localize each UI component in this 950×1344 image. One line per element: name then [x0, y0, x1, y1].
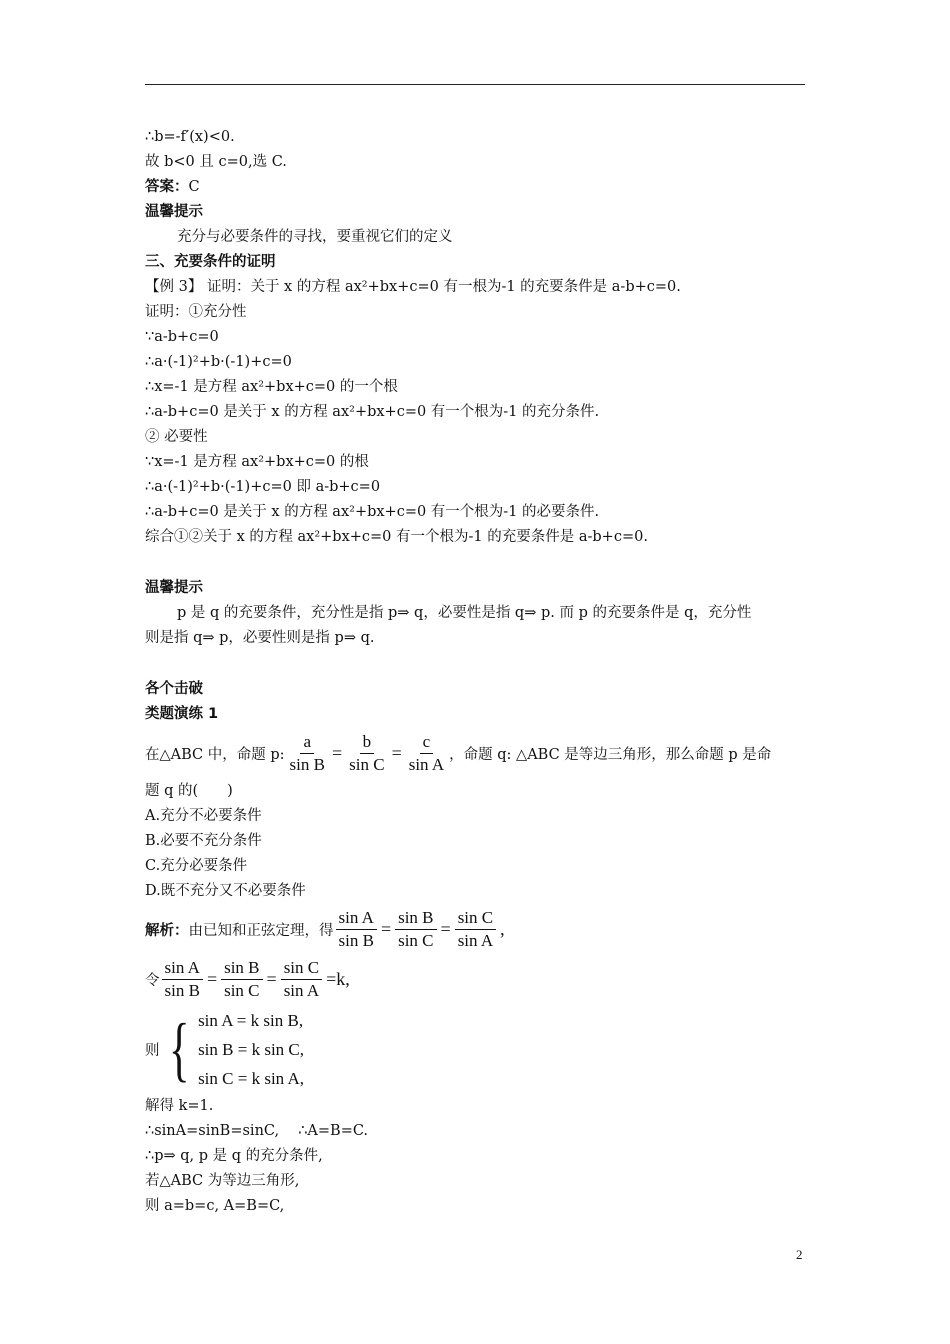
- numerator: sin B: [395, 908, 436, 930]
- proof-line: 证明：①充分性: [145, 304, 247, 320]
- numerator: sin A: [162, 958, 203, 980]
- let-line: 令 $\frac{\text{sin A}}{\text{sin B}}$ = $\frac{\text{sin B}}{\text{sin C}}$ = $\frac{\text{sin C}}{\text{sin A}}$ =k,: [145, 957, 350, 1000]
- let-label: 令: [145, 972, 160, 989]
- denominator: sin B: [164, 980, 200, 1000]
- answer-value: C: [188, 179, 200, 195]
- proof-line: ∴a-b+c=0 是关于 x 的方程 ax²+bx+c=0 有一个根为-1 的充分条件.: [145, 404, 600, 420]
- denominator: sin B: [338, 930, 374, 950]
- solution-after: ∴sinA=sinB=sinC, ∴A=B=C.: [145, 1123, 369, 1139]
- denominator: sin A: [408, 754, 445, 774]
- tip-text: 充分与必要条件的寻找，要重视它们的定义: [177, 229, 453, 245]
- denominator: sin A: [283, 980, 320, 1000]
- proof-line: ∵x=-1 是方程 ax²+bx+c=0 的根: [145, 454, 369, 470]
- text-line: 故 b<0 且 c=0,选 C.: [145, 154, 287, 170]
- numerator: sin C: [281, 958, 322, 980]
- question-line2: 题 q 的( ): [145, 783, 233, 799]
- denominator: sin A: [457, 930, 494, 950]
- equals-k: =k,: [326, 968, 350, 989]
- denominator: sin B: [289, 754, 325, 774]
- page-number: 2: [796, 1247, 803, 1262]
- tip-text: 则是指 q⇒ p，必要性则是指 p⇒ q.: [145, 630, 375, 646]
- proof-line: ∵a-b+c=0: [145, 329, 219, 345]
- system-row: sin B = k sin C,: [198, 1039, 305, 1059]
- option-a: A.充分不必要条件: [145, 808, 262, 824]
- option-c: C.充分必要条件: [145, 858, 248, 874]
- tip-title: 温馨提示: [145, 204, 203, 220]
- fraction: [221, 958, 262, 1001]
- answer-line: [145, 175, 815, 200]
- tip-title: 温馨提示: [145, 580, 203, 596]
- option-b: B.必要不充分条件: [145, 833, 262, 849]
- section-title: 三、充要条件的证明: [145, 254, 276, 270]
- exercise-title: 类题演练 1: [145, 706, 219, 722]
- then-label: 则: [145, 1042, 160, 1059]
- proof-line: 综合①②关于 x 的方程 ax²+bx+c=0 有一个根为-1 的充要条件是 a-b+c=0.: [145, 529, 648, 545]
- fraction: [455, 908, 496, 951]
- equation-system: [145, 1004, 815, 1094]
- page-content: [145, 125, 815, 1219]
- section-title: 各个击破: [145, 681, 203, 697]
- denominator: sin C: [349, 754, 385, 774]
- fraction: [336, 908, 377, 951]
- fraction: [287, 732, 328, 775]
- proof-line: ∴x=-1 是方程 ax²+bx+c=0 的一个根: [145, 379, 398, 395]
- numerator: sin B: [221, 958, 262, 980]
- proof-line: ∴a·(-1)²+b·(-1)+c=0: [145, 354, 292, 370]
- proof-line: ∴a·(-1)²+b·(-1)+c=0 即 a-b+c=0: [145, 479, 381, 495]
- system-row: sin A = k sin B,: [198, 1010, 304, 1030]
- solution-after: 若△ABC 为等边三角形,: [145, 1173, 300, 1189]
- solution-after: 解得 k=1.: [145, 1098, 214, 1114]
- solution-label: 解析：: [145, 922, 189, 939]
- fraction: [162, 958, 203, 1001]
- header-rule: [145, 84, 805, 85]
- text-line: ∴b=-f′(x)<0.: [145, 129, 235, 145]
- proof-line: ② 必要性: [145, 429, 208, 445]
- fraction: [406, 732, 447, 775]
- comma: ,: [500, 918, 505, 939]
- system-row: sin C = k sin A,: [198, 1068, 305, 1088]
- fraction: [281, 958, 322, 1001]
- option-d: D.既不充分又不必要条件: [145, 883, 306, 899]
- numerator: a: [300, 732, 314, 754]
- proof-line: ∴a-b+c=0 是关于 x 的方程 ax²+bx+c=0 有一个根为-1 的必要条件.: [145, 504, 600, 520]
- question-prefix: 在△ABC 中，命题 p:: [145, 746, 285, 763]
- numerator: c: [420, 732, 434, 754]
- denominator: sin C: [224, 980, 260, 1000]
- tip-text: p 是 q 的充要条件，充分性是指 p⇒ q，必要性是指 q⇒ p. 而 p 的充要条件是 q，充分性: [177, 605, 752, 621]
- answer-label: 答案：: [145, 179, 189, 195]
- solution-after: 则 a=b=c, A=B=C,: [145, 1198, 285, 1214]
- solution-line: 解析： 由已知和正弦定理，得 $\frac{\text{sin A}}{\text{sin B}}$ = $\frac{\text{sin B}}{\text{sin C}}$ = $\frac{\text{sin C}}{\text{sin A}}$ ,: [145, 907, 505, 950]
- question-line: 在△ABC 中，命题 p: $\frac{a}{\text{sin B}}$ = $\frac{b}{\text{sin C}}$ = $\frac{c}{\text{sin A}}$ ，命题 q: △ABC 是等边三角形，那么命题 p 是命: [145, 731, 772, 774]
- question-suffix: ，命题 q: △ABC 是等边三角形，那么命题 p 是命: [449, 746, 772, 763]
- fraction: [395, 908, 436, 951]
- left-brace: {: [168, 1009, 190, 1089]
- numerator: sin C: [455, 908, 496, 930]
- numerator: sin A: [336, 908, 377, 930]
- numerator: b: [360, 732, 375, 754]
- denominator: sin C: [398, 930, 434, 950]
- example-statement: 【例 3】 证明：关于 x 的方程 ax²+bx+c=0 有一根为-1 的充要条件是 a-b+c=0.: [145, 279, 681, 295]
- solution-text: 由已知和正弦定理，得: [188, 922, 334, 939]
- system-rows: [198, 1006, 304, 1093]
- solution-after: ∴p⇒ q, p 是 q 的充分条件,: [145, 1148, 323, 1164]
- fraction: [346, 732, 387, 775]
